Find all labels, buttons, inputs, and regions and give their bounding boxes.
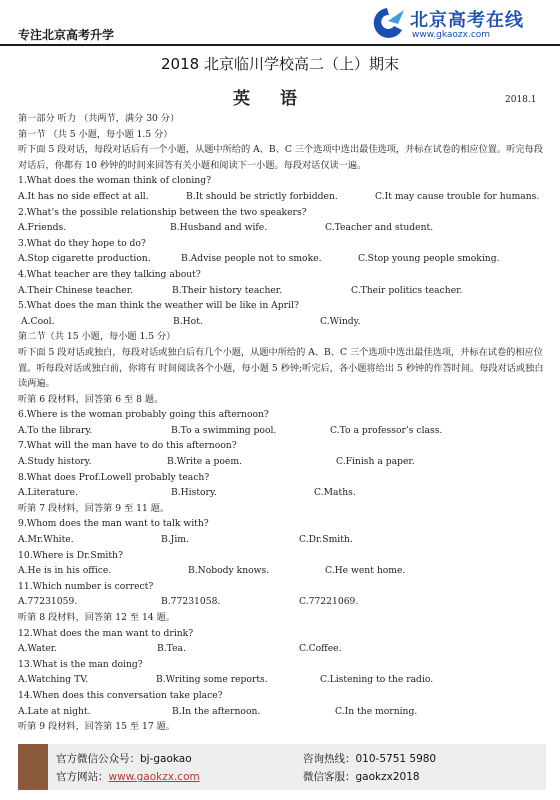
option-c: C.Windy. xyxy=(320,315,361,327)
option-b: B.Nobody knows. xyxy=(188,565,270,577)
question-options xyxy=(18,189,550,205)
exam-date: 2018.1 xyxy=(505,95,537,105)
option-b: B.In the afternoon. xyxy=(172,705,261,717)
question-stem: 5.What does the man think the weather will be like in April? xyxy=(18,300,299,312)
question-options xyxy=(18,314,550,330)
option-a: A.Friends. xyxy=(18,222,67,234)
section-heading: 第二节（共 15 小题，每小题 1.5 分） xyxy=(18,331,176,343)
question-stem: 11.Which number is correct? xyxy=(18,580,154,592)
option-a: A.To the library. xyxy=(18,424,93,436)
question-options xyxy=(18,423,550,439)
footer-hotline xyxy=(303,751,436,766)
option-c: C.Maths. xyxy=(314,487,356,499)
option-b: B.Their history teacher. xyxy=(172,284,283,296)
material-note: 听第 6 段材料，回答第 6 至 8 题。 xyxy=(18,393,164,405)
option-c: C.It may cause trouble for humans. xyxy=(375,190,540,202)
option-b: B.History. xyxy=(171,487,217,499)
question-stem: 12.What does the man want to drink? xyxy=(18,627,194,639)
option-a: A.Study history. xyxy=(18,456,92,468)
question-options xyxy=(18,251,550,267)
question-options xyxy=(18,283,550,299)
option-b: B.Hot. xyxy=(173,315,203,327)
footer-site-link[interactable]: www.gaokzx.com xyxy=(108,771,200,783)
footer-site xyxy=(56,769,200,784)
question-stem: 13.What is the man doing? xyxy=(18,658,143,670)
option-a: A.Watching TV. xyxy=(18,674,89,686)
option-c: C.In the morning. xyxy=(335,705,418,717)
footer-site-label: 官方网站： xyxy=(56,771,109,783)
option-b: B.77231058. xyxy=(161,596,221,608)
option-b: B.Writing some reports. xyxy=(156,674,268,686)
site-logo[interactable] xyxy=(368,4,548,42)
option-c: C.Their politics teacher. xyxy=(351,284,463,296)
footer-wechat-label: 官方微信公众号： xyxy=(56,753,140,765)
exam-subject: 英语 xyxy=(233,89,327,109)
exam-title: 2018 北京临川学校高二（上）期末 xyxy=(161,55,399,73)
page-header xyxy=(0,0,560,46)
question-stem: 2.What’s the possible relationship between the two speakers? xyxy=(18,206,307,218)
section-instructions: 听下面 5 段对话或独白，每段对话或独白后有几个小题，从题中所给的 A、B、C 三个选项中选出最佳选项，并标在试卷的相应位置。听每段对话或独白前，你将有 时间阅读各个小题，每小题 5 秒钟;听完后，各小题将给出 5 秒钟的作答时间。每段对话或独白读两遍。 xyxy=(18,346,544,390)
footer-hotline-value: 010-5751 5980 xyxy=(355,753,437,765)
footer-service xyxy=(303,769,420,784)
option-b: B.Write a poem. xyxy=(167,456,242,468)
question-stem: 9.Whom does the man want to talk with? xyxy=(18,518,209,530)
question-options xyxy=(18,485,550,501)
question-stem: 7.What will the man have to do this afternoon? xyxy=(18,440,237,452)
option-c: C.Finish a paper. xyxy=(336,456,415,468)
option-c: C.He went home. xyxy=(325,565,406,577)
option-c: C.Coffee. xyxy=(299,643,342,655)
question-stem: 14.When does this conversation take place? xyxy=(18,689,223,701)
option-b: B.Husband and wife. xyxy=(170,222,268,234)
option-b: B.Jim. xyxy=(161,534,189,546)
option-a: A.Literature. xyxy=(18,487,78,499)
question-options xyxy=(18,641,550,657)
option-c: C.Dr.Smith. xyxy=(299,534,353,546)
option-a: A.It has no side effect at all. xyxy=(18,190,149,202)
header-slogan: 专注北京高考升学 xyxy=(18,28,115,42)
question-options xyxy=(18,454,550,470)
option-c: C.Listening to the radio. xyxy=(320,674,434,686)
option-b: B.Tea. xyxy=(157,643,186,655)
footer-service-value: gaokzx2018 xyxy=(355,771,420,783)
option-b: B.It should be strictly forbidden. xyxy=(186,190,338,202)
option-a: A.He is in his office. xyxy=(18,565,112,577)
option-a: A.Water. xyxy=(18,643,58,655)
question-stem: 10.Where is Dr.Smith? xyxy=(18,549,123,561)
question-options xyxy=(18,532,550,548)
logo-url: www.gkaozx.com xyxy=(412,30,491,40)
footer-hotline-label: 咨询热线： xyxy=(303,753,356,765)
header-divider xyxy=(0,44,560,46)
question-stem: 1.What does the woman think of cloning? xyxy=(18,175,212,187)
question-stem: 8.What does Prof.Lowell probably teach? xyxy=(18,471,210,483)
question-stem: 6.Where is the woman probably going this afternoon? xyxy=(18,409,269,421)
material-note: 听第 9 段材料，回答第 15 至 17 题。 xyxy=(18,721,175,733)
option-a: A.Cool. xyxy=(21,315,55,327)
exam-body xyxy=(18,111,550,735)
logo-mark-icon xyxy=(368,6,406,40)
option-a: A.Mr.White. xyxy=(18,534,74,546)
question-options xyxy=(18,563,550,579)
section-heading: 第一节 （共 5 小题，每小题 1.5 分） xyxy=(18,128,173,140)
footer-service-label: 微信客服： xyxy=(303,771,356,783)
material-note: 听第 7 段材料，回答第 9 至 11 题。 xyxy=(18,502,170,514)
option-c: C.Stop young people smoking. xyxy=(358,253,500,265)
question-options xyxy=(18,672,550,688)
logo-name: 北京高考在线 xyxy=(410,10,524,31)
option-a: A.77231059. xyxy=(18,596,78,608)
option-a: A.Their Chinese teacher. xyxy=(18,284,134,296)
question-options xyxy=(18,220,550,236)
option-c: C.77221069. xyxy=(299,596,359,608)
option-b: B.Advise people not to smoke. xyxy=(181,253,322,265)
question-stem: 4.What teacher are they talking about? xyxy=(18,268,201,280)
material-note: 听第 8 段材料，回答第 12 至 14 题。 xyxy=(18,612,175,623)
footer-accent-bar xyxy=(18,744,48,790)
page-footer xyxy=(0,744,560,800)
option-a: A.Late at night. xyxy=(18,705,91,717)
question-stem: 3.What do they hope to do? xyxy=(18,237,146,249)
question-options xyxy=(18,594,550,610)
question-options xyxy=(18,704,550,720)
part-heading: 第一部分 听力 （共两节，满分 30 分） xyxy=(18,113,180,124)
section-instructions: 听下面 5 段对话，每段对话后有一个小题，从题中所给的 A、B、C 三个选项中选出最佳选项，并标在试卷的相应位置。听完每段对话后，你都有 10 秒钟的时间来回答有关小题和阅读下一小题。每段对话仅读一遍。 xyxy=(18,144,543,171)
option-c: C.To a professor’s class. xyxy=(330,424,443,436)
footer-wechat xyxy=(56,751,192,766)
option-a: A.Stop cigarette production. xyxy=(18,253,151,265)
footer-wechat-value: bj-gaokao xyxy=(140,753,192,765)
option-b: B.To a swimming pool. xyxy=(171,424,277,436)
option-c: C.Teacher and student. xyxy=(325,222,434,234)
